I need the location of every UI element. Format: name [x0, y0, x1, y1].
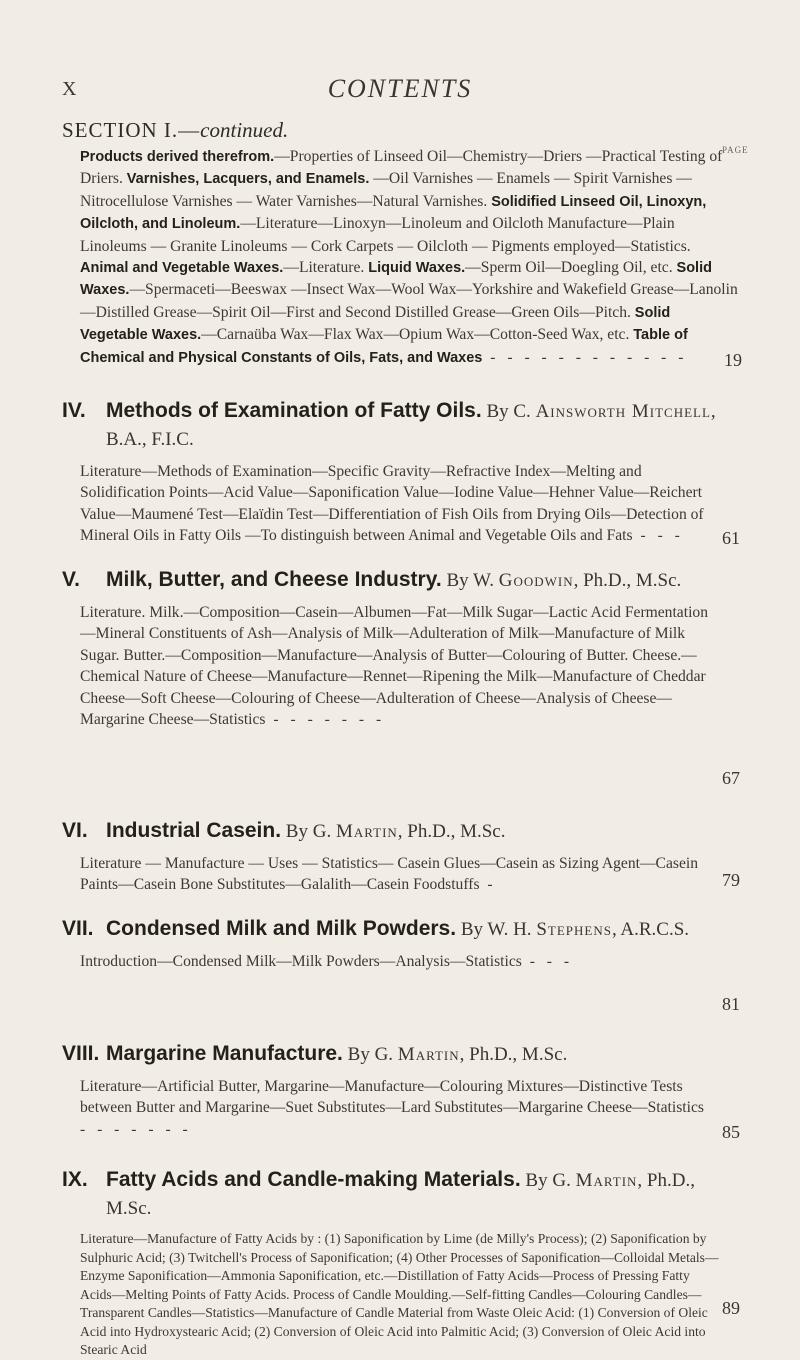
- page-number: 19: [724, 350, 742, 370]
- entry-heading: Table of Chemical and Physical Constants of Oils, Fats, and Waxes: [80, 327, 688, 366]
- entry-text: —Literature.: [283, 259, 369, 277]
- chapter-ix: [62, 1166, 742, 1360]
- page-number: 67: [722, 768, 740, 788]
- chapter-iv: [62, 397, 742, 547]
- byline: By W. H. Stephens, A.R.C.S.: [456, 919, 690, 940]
- entry-text: —Properties of Linseed Oil—Chemistry—Driers —Practical Testing of Driers.: [80, 148, 723, 188]
- chapter-title: [62, 397, 742, 453]
- chapter-summary: Literature—Artificial Butter, Margarine—Manufacture—Colouring Mixtures—Distinctive Tests between Butter and Margarine—Suet Substitutes—Lard Substitutes—Margarine Cheese—Statistics - - - - - - -: [80, 1078, 704, 1138]
- author: Martin: [575, 1170, 638, 1191]
- entry-heading: Solid Waxes.: [80, 260, 712, 299]
- chapter-name: Condensed Milk and Milk Powders.: [106, 917, 457, 940]
- entry-heading: Liquid Waxes.: [368, 260, 466, 277]
- chapter-title: [62, 817, 742, 845]
- chapter-title: [62, 566, 742, 594]
- chapter-number: VIII.: [62, 1042, 100, 1065]
- byline: By C. Ainsworth Mitchell, B.A., F.I.C.: [106, 401, 716, 450]
- byline: By W. Goodwin, Ph.D., M.Sc.: [441, 570, 682, 591]
- chapter-title: [62, 1040, 742, 1068]
- running-head: CONTENTS: [327, 74, 473, 103]
- page-number: 85: [722, 1122, 740, 1142]
- chapter-name: Fatty Acids and Candle-making Materials.: [106, 1168, 521, 1191]
- page-number: 89: [722, 1298, 740, 1318]
- chapter-summary: Literature — Manufacture — Uses — Statistics— Casein Glues—Casein as Sizing Agent—Casein Paints—Casein Bone Substitutes—Galalith—Casein Foodstuffs -: [80, 855, 699, 894]
- credentials: , A.R.C.S.: [611, 919, 690, 940]
- chapter-title: [62, 915, 742, 943]
- author: Stephens: [536, 919, 612, 940]
- chapter-summary: Literature—Manufacture of Fatty Acids by : (1) Saponification by Lime (de Milly's Process); (2) Saponification by Sulphuric Acid; (3) Twitchell's Process of Saponification; (4) Other Processes of Saponification—Colloidal Metals—Enzyme Saponification—Ammonia Saponification, etc.—Distillation of Fatty Acids—Process of Pressing Fatty Acids—Melting Points of Fatty Acids. Process of Candle Moulding.—Self-fitting Candles—Colouring Candles—Transparent Candles—Statistics—Manufacture of Candle Material from Waste Oleic Acid: (1) Conversion of Oleic Acid into Hydroxystearic Acid; (2) Conversion of Oleic Acid into Palmitic Acid; (3) Conversion of Oleic Acid into Stearic Acid: [80, 1231, 719, 1357]
- chapter-summary: Introduction—Condensed Milk—Milk Powders—Analysis—Statistics - - -: [80, 953, 574, 970]
- chapter-summary: Literature. Milk.—Composition—Casein—Albumen—Fat—Milk Sugar—Lactic Acid Fermentation—Mineral Constituents of Ash—Analysis of Milk—Adulteration of Milk—Manufacture of Milk Sugar. Butter.—Composition—Manufacture—Analysis of Butter—Colouring of Butter. Cheese.—Chemical Nature of Cheese—Manufacture—Rennet—Ripening the Milk—Manufacture of Cheddar Cheese—Soft Cheese—Colouring of Cheese—Adulteration of Cheese—Analysis of Cheese—Margarine Cheese—Statistics - - - - - - -: [80, 604, 708, 729]
- entry-heading: Solid Vegetable Waxes.: [80, 304, 671, 344]
- credentials: , Ph.D., M.Sc.: [397, 821, 506, 842]
- leader-dots: - - - - - - - - - - - -: [482, 348, 688, 366]
- author: Martin: [335, 821, 398, 842]
- chapter-number: IV.: [62, 399, 86, 422]
- section-heading: [62, 118, 288, 143]
- entry-heading: Products derived therefrom.: [80, 149, 275, 165]
- entry-heading: Varnishes, Lacquers, and Enamels.: [126, 171, 370, 188]
- chapter-vi: [62, 817, 742, 896]
- byline: By G. Martin, Ph.D., M.Sc.: [342, 1044, 568, 1065]
- page-number-roman: X: [62, 78, 77, 100]
- page-number: 81: [722, 994, 740, 1014]
- entry-text: —Literature—Linoxyn—Linoleum and Oilcloth Manufacture—Plain Linoleums — Granite Linoleums — Cork Carpets — Oilcloth — Pigments employed—Statistics.: [80, 215, 691, 255]
- entry-text: —Sperm Oil—Doegling Oil, etc.: [465, 259, 677, 277]
- credentials: , Ph.D., M.Sc.: [106, 1170, 695, 1219]
- page-number: 61: [722, 528, 740, 548]
- chapter-name: Methods of Examination of Fatty Oils.: [106, 399, 482, 422]
- entry-heading: Animal and Vegetable Waxes.: [80, 260, 284, 277]
- entry-text: —Oil Varnishes — Enamels — Spirit Varnishes — Nitrocellulose Varnishes — Water Varnishes—Natural Varnishes.: [80, 170, 692, 210]
- author: Ainsworth Mitchell: [535, 401, 711, 422]
- chapter-vii: [62, 915, 742, 972]
- credentials: , Ph.D., M.Sc.: [573, 570, 682, 591]
- chapter-name: Industrial Casein.: [106, 819, 282, 842]
- chapter-v: [62, 566, 742, 730]
- author: Goodwin: [498, 570, 574, 591]
- section-continued: continued.: [200, 118, 289, 142]
- byline: By G. Martin, Ph.D., M.Sc.: [281, 821, 506, 842]
- chapter-title: [62, 1166, 742, 1222]
- credentials: , B.A., F.I.C.: [106, 401, 716, 450]
- chapter-summary: Literature—Methods of Examination—Specific Gravity—Refractive Index—Melting and Solidification Points—Acid Value—Saponification Value—Iodine Value—Hehner Value—Reichert Value—Maumené Test—Elaïdin Test—Differentiation of Fish Oils from Drying Oils—Detection of Mineral Oils in Fatty Oils —To distinguish between Animal and Vegetable Oils and Fats - - -: [80, 463, 704, 545]
- entry-text: —Carnaüba Wax—Flax Wax—Opium Wax—Cotton-Seed Wax, etc.: [201, 326, 634, 344]
- section-i-contents: [80, 146, 740, 369]
- chapter-number: VI.: [62, 819, 88, 842]
- entry-heading: Solidified Linseed Oil, Linoxyn, Oilcloth, and Linoleum.: [80, 193, 707, 233]
- chapter-name: Margarine Manufacture.: [106, 1042, 343, 1065]
- chapter-viii: [62, 1040, 742, 1140]
- chapter-number: IX.: [62, 1168, 88, 1191]
- page-column-label: PAGE: [722, 145, 749, 155]
- chapter-number: VII.: [62, 917, 94, 940]
- page-number: 79: [722, 870, 740, 890]
- section-label: SECTION I.—: [62, 118, 201, 142]
- byline: By G. Martin, Ph.D., M.Sc.: [106, 1170, 695, 1219]
- chapter-number: V.: [62, 568, 80, 591]
- author: Martin: [397, 1044, 460, 1065]
- chapter-name: Milk, Butter, and Cheese Industry.: [106, 568, 442, 591]
- entry-text: —Spermaceti—Beeswax —Insect Wax—Wool Wax—Yorkshire and Wakefield Grease—Lanolin—Distilled Grease—Spirit Oil—First and Second Distilled Grease—Green Oils—Pitch.: [80, 281, 738, 321]
- credentials: , Ph.D., M.Sc.: [459, 1044, 568, 1065]
